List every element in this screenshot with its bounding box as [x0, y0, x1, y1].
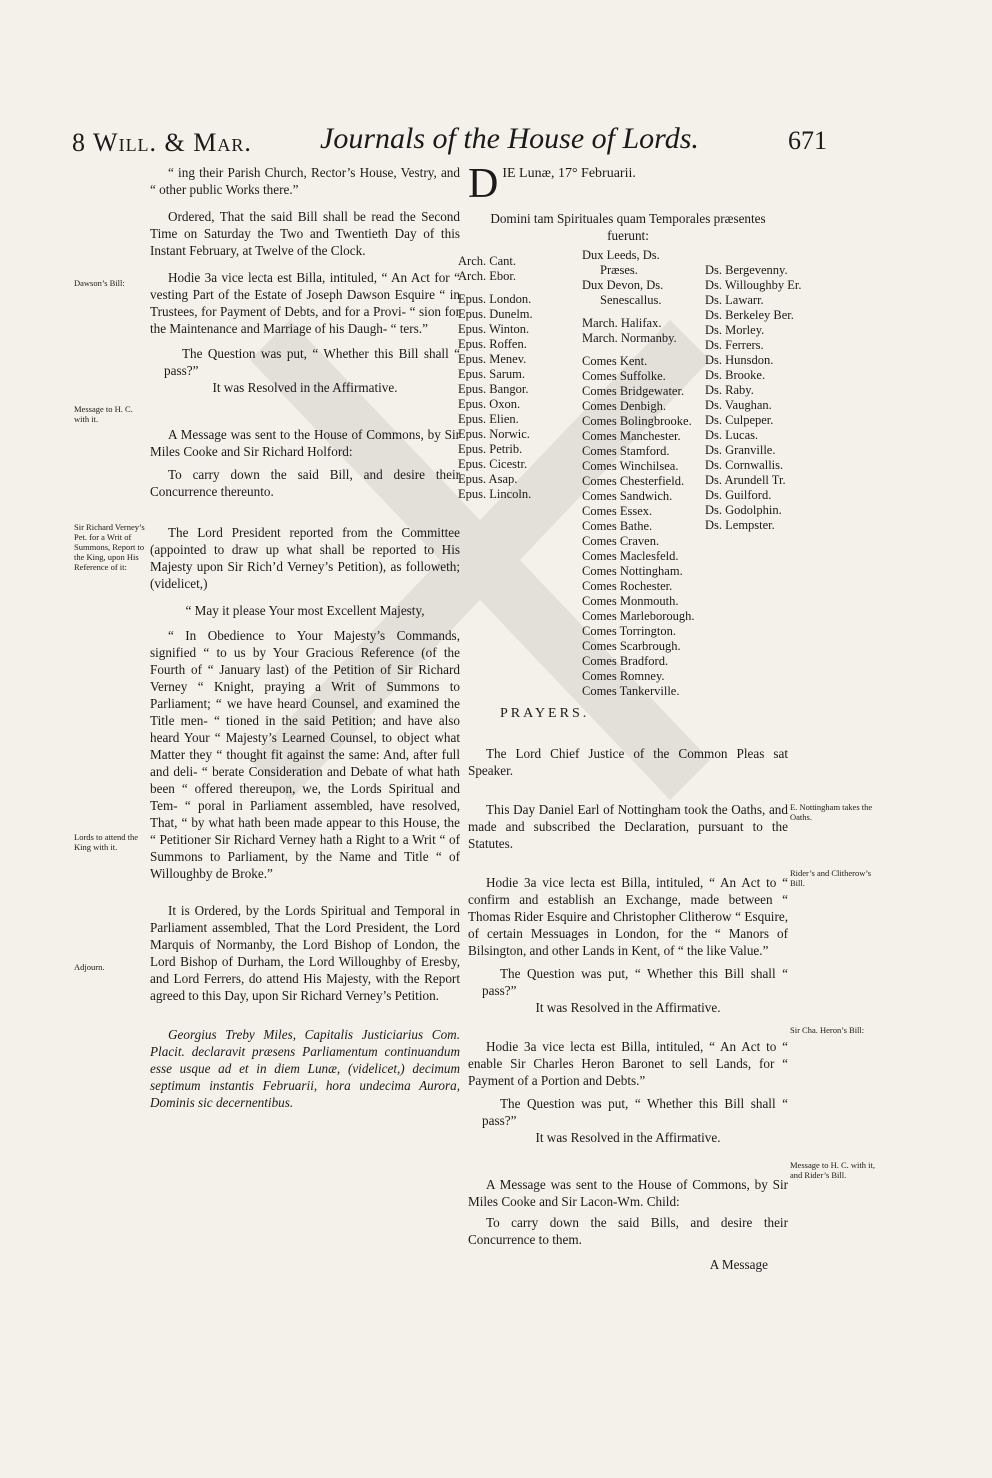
- paragraph-question-rider: The Question was put, “ Whether this Bill shall “ pass?”: [482, 966, 788, 998]
- attendee-name: Ds. Hunsdon.: [705, 353, 774, 367]
- margin-note-heron-bill: Sir Cha. Heron’s Bill:: [790, 1025, 865, 1035]
- attendee-name: Comes Torrington.: [582, 624, 677, 638]
- paragraph-resolved-heron: It was Resolved in the Affirmative.: [535, 1130, 721, 1145]
- attendee-name: Ds. Morley.: [705, 323, 765, 337]
- attendee-name: Ds. Culpeper.: [705, 413, 774, 427]
- attendee-name: Epus. Oxon.: [458, 397, 521, 411]
- paragraph-resolved-rider: It was Resolved in the Affirmative.: [535, 1000, 721, 1015]
- attendee-name: Comes Suffolke.: [582, 369, 666, 383]
- attendee-name: Epus. Winton.: [458, 322, 530, 336]
- attendee-name: Comes Bradford.: [582, 654, 669, 668]
- attendance-bishops: [458, 254, 568, 502]
- attendee-name: Comes Monmouth.: [582, 594, 679, 608]
- paragraph-ordered-attend: It is Ordered, by the Lords Spiritual and Temporal in Parliament assembled, That the Lord President, the Lord Marquis of Normanby, the Lord Bishop of London, the Lord Bishop of Durham, the Lord Willoughby of Eresby, and Lord Ferrers, do attend His Majesty, with the Report agreed to this Day, upon Sir Richard Verney’s Petition.: [150, 903, 460, 1003]
- attendee-name: Ds. Godolphin.: [705, 503, 782, 517]
- attendee-name: Arch. Ebor.: [458, 269, 516, 283]
- attendee-name: Ds. Guilford.: [705, 488, 772, 502]
- paragraph-rider-bill: Hodie 3a vice lecta est Billa, intituled, “ An Act to “ confirm and establish an Exchange, made between “ Thomas Rider Esquire and Christopher Clitherow “ Esquire, of certain Messuages in London, for the “ Manors of Bilsington, and other Lands in Kent, of “ the like Value.”: [468, 875, 788, 958]
- paragraph-nottingham-oaths: This Day Daniel Earl of Nottingham took the Oaths, and made and subscribed the Declaration, pursuant to the Statutes.: [468, 802, 788, 851]
- attendee-name: Comes Kent.: [582, 354, 648, 368]
- page-number: 671: [788, 126, 827, 155]
- margin-note-adjourn: Adjourn.: [74, 962, 105, 972]
- margin-note-riders-bill: Rider’s and Clitherow’s Bill.: [790, 868, 872, 888]
- margin-note-message: Message to H. C. with it.: [74, 404, 133, 424]
- margin-note-message-riders: Message to H. C. with it, and Rider’s Bill.: [790, 1160, 875, 1180]
- attendee-name: Epus. Norwic.: [458, 427, 530, 441]
- domini-present: Domini tam Spirituales quam Temporales præsentes fuerunt:: [490, 211, 766, 243]
- attendee-name: Ds. Raby.: [705, 383, 754, 397]
- attendee-name: March. Normanby.: [582, 331, 677, 345]
- attendee-name: Comes Sandwich.: [582, 489, 673, 503]
- attendee-name: Comes Rochester.: [582, 579, 673, 593]
- attendee-name: Comes Romney.: [582, 669, 665, 683]
- attendance-barons: [705, 263, 835, 533]
- attendee-name: Ds. Lempster.: [705, 518, 775, 532]
- paragraph-question-heron: The Question was put, “ Whether this Bill shall “ pass?”: [482, 1096, 788, 1128]
- attendee-name: Epus. Lincoln.: [458, 487, 532, 501]
- margin-note-lords-attend: Lords to attend the King with it.: [74, 832, 138, 852]
- paragraph-report-text: “ In Obedience to Your Majesty’s Commands, signified “ to us by Your Gracious Reference (of the Fourth of “ January last) of the Petition of Sir Richard Verney “ Knight, praying a Writ of Summons to Parliament; “ we have heard Counsel, and examined the Title men- “ tioned in the said Petition; and have also heard Your “ Majesty’s Learned Counsel, to object what Matter they “ thought fit against the same: And, after full and deli- “ berate Consideration and Debate of what hath been “ offered thereupon, we, the Lords Spiritual and Tem- “ poral in Parliament assembled, have resolved, That, “ by what hath been made appear to this House, the “ Petitioner Sir Richard Verney hath a Right to a Writ “ of Summons to Parliament, by the Name and Title “ of Willoughby de Broke.”: [150, 628, 460, 881]
- attendee-name: Comes Maclesfeld.: [582, 549, 679, 563]
- attendee-name: Comes Scarbrough.: [582, 639, 681, 653]
- attendee-name: Comes Tankerville.: [582, 684, 680, 698]
- attendee-name: Ds. Cornwallis.: [705, 458, 784, 472]
- header-regnal-year: 8 Will. & Mar.: [72, 128, 252, 157]
- paragraph-carry-down: To carry down the said Bill, and desire their Concurrence thereunto.: [150, 467, 460, 499]
- paragraph-lord-president-report: The Lord President reported from the Committee (appointed to draw up what shall be reported to His Majesty upon Sir Rich’d Verney’s Petition), as followeth; (videlicet,): [150, 525, 460, 591]
- attendee-name: Epus. London.: [458, 292, 532, 306]
- attendee-name: Ds. Berkeley Ber.: [705, 308, 794, 322]
- paragraph-ordered-second-reading: Ordered, That the said Bill shall be read the Second Time on Saturday the Two and Twentieth Day of this Instant February, at Twelve of the Clock.: [150, 209, 460, 258]
- attendee-name: Ds. Granville.: [705, 443, 776, 457]
- attendee-name: Epus. Cicestr.: [458, 457, 528, 471]
- attendee-name: March. Halifax.: [582, 316, 662, 330]
- paragraph-message-bills: A Message was sent to the House of Commons, by Sir Miles Cooke and Sir Lacon-Wm. Child:: [468, 1177, 788, 1209]
- paragraph-heron-bill: Hodie 3a vice lecta est Billa, intituled, “ An Act to “ enable Sir Charles Heron Baronet to sell Lands, for “ Payment of a Portion and Debts.”: [468, 1039, 788, 1088]
- attendee-name: Ds. Lucas.: [705, 428, 759, 442]
- attendee-name: Epus. Menev.: [458, 352, 527, 366]
- attendee-name: Ds. Ferrers.: [705, 338, 764, 352]
- attendee-name: Comes Craven.: [582, 534, 660, 548]
- attendee-name: Epus. Roffen.: [458, 337, 527, 351]
- attendee-name: Comes Bathe.: [582, 519, 653, 533]
- attendee-name: Præses.: [600, 263, 638, 277]
- paragraph-may-it-please: “ May it please Your most Excellent Majesty,: [185, 603, 425, 618]
- attendee-name: [582, 308, 712, 316]
- attendee-name: Comes Marleborough.: [582, 609, 695, 623]
- right-column-body: [468, 745, 788, 1273]
- attendee-name: Epus. Bangor.: [458, 382, 529, 396]
- paragraph-question: The Question was put, “ Whether this Bill shall “ pass?”: [164, 346, 460, 378]
- margin-note-verney-petition: Sir Richard Verney’s Pet. for a Writ of Summons, Report to the King, upon His Reference of it:: [74, 522, 145, 572]
- attendee-name: Senescallus.: [600, 293, 662, 307]
- attendee-name: Epus. Elien.: [458, 412, 519, 426]
- attendee-name: Ds. Arundell Tr.: [705, 473, 786, 487]
- attendee-name: Comes Essex.: [582, 504, 653, 518]
- attendee-name: Ds. Bergevenny.: [705, 263, 788, 277]
- attendee-name: Comes Chesterfield.: [582, 474, 685, 488]
- attendee-name: Comes Denbigh.: [582, 399, 667, 413]
- paragraph-parish-church: “ ing their Parish Church, Rector’s House, Vestry, and “ other public Works there.”: [150, 165, 460, 197]
- attendee-name: Arch. Cant.: [458, 254, 516, 268]
- margin-note-dawsons-bill: Dawson’s Bill:: [74, 278, 125, 288]
- attendee-name: Comes Bridgewater.: [582, 384, 685, 398]
- catchword: A Message: [709, 1257, 768, 1272]
- attendance-peers: [582, 248, 712, 699]
- left-column: [150, 164, 460, 1111]
- paragraph-message-commons: A Message was sent to the House of Commons, by Sir Miles Cooke and Sir Richard Holford:: [150, 427, 460, 459]
- attendee-name: Epus. Asap.: [458, 472, 518, 486]
- paragraph-dawson-bill: Hodie 3a vice lecta est Billa, intituled, “ An Act for “ vesting Part of the Estate of Joseph Dawson Esquire “ in Trustees, for Payment of Debts, and for a Provi- “ sion for the Maintenance and Marriage of his Daugh- “ ters.”: [150, 270, 460, 336]
- attendee-name: Comes Bolingbrooke.: [582, 414, 692, 428]
- right-column-heading: [468, 164, 788, 244]
- attendee-name: [582, 346, 712, 354]
- attendee-name: Epus. Petrib.: [458, 442, 523, 456]
- paragraph-carry-bills: To carry down the said Bills, and desire their Concurrence to them.: [468, 1215, 788, 1247]
- attendee-name: Ds. Lawarr.: [705, 293, 764, 307]
- attendee-name: Comes Nottingham.: [582, 564, 683, 578]
- attendee-name: Ds. Willoughby Er.: [705, 278, 802, 292]
- attendee-name: Ds. Brooke.: [705, 368, 766, 382]
- attendee-name: Comes Winchilsea.: [582, 459, 679, 473]
- sitting-date: D IE Lunæ, 17° Februarii.: [468, 164, 636, 204]
- attendee-name: Dux Devon, Ds.: [582, 278, 664, 292]
- margin-note-nottingham-oaths: E. Nottingham takes the Oaths.: [790, 802, 873, 822]
- prayers-heading: PRAYERS.: [500, 706, 590, 721]
- paragraph-speaker: The Lord Chief Justice of the Common Pleas sat Speaker.: [468, 746, 788, 778]
- attendee-name: Epus. Dunelm.: [458, 307, 533, 321]
- paragraph-resolved: It was Resolved in the Affirmative.: [212, 380, 398, 395]
- attendee-name: Ds. Vaughan.: [705, 398, 772, 412]
- attendee-name: Epus. Sarum.: [458, 367, 526, 381]
- attendee-name: Comes Manchester.: [582, 429, 681, 443]
- header-title: Journals of the House of Lords.: [320, 122, 699, 155]
- attendee-name: Comes Stamford.: [582, 444, 670, 458]
- attendee-name: [458, 284, 568, 292]
- paragraph-adjournment: Georgius Treby Miles, Capitalis Justiciarius Com. Placit. declaravit præsens Parliamentum continuandum esse usque ad et in diem Lunæ, (videlicet,) decimum septimum instantis Februarii, hora undecima Aurora, Dominis sic decernentibus.: [150, 1027, 460, 1110]
- attendee-name: Dux Leeds, Ds.: [582, 248, 660, 262]
